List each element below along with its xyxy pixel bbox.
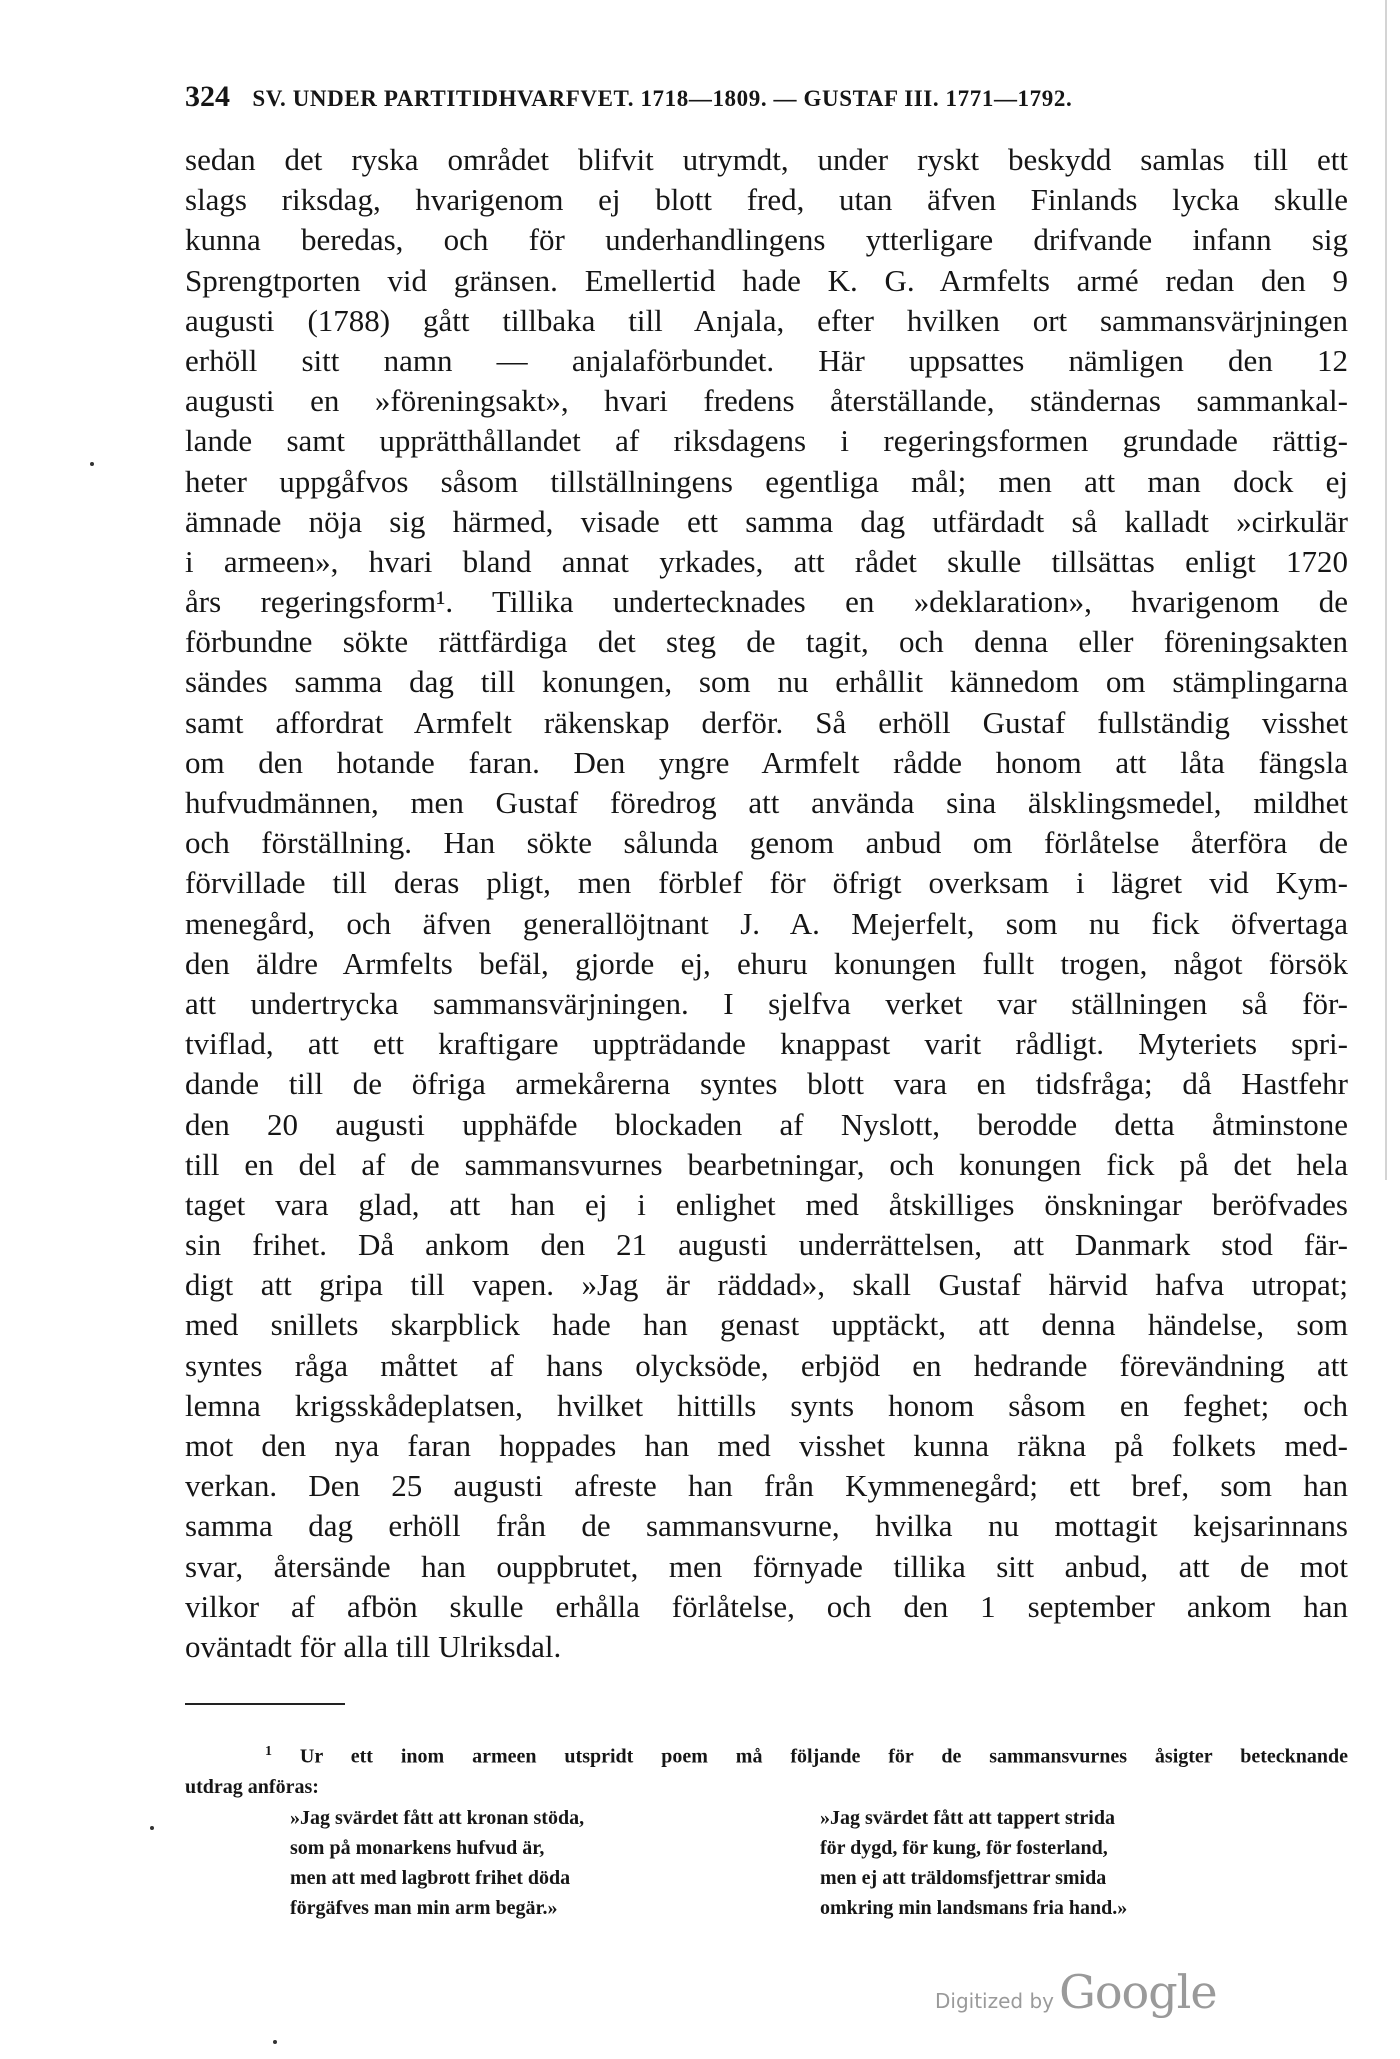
footnote <box>185 1737 1348 1802</box>
text-line: digt att gripa till vapen. »Jag är räddad», skall Gustaf härvid hafva utropat; <box>185 1267 1348 1303</box>
footnote-marker: 1 <box>265 1744 272 1759</box>
text-line: till en del af de sammansvurnes bearbetningar, och konungen fick på det hela <box>185 1146 1348 1182</box>
text-line: och förställning. Han sökte sålunda genom anbud om förlåtelse återföra de <box>185 825 1348 861</box>
body-text <box>185 140 1348 1667</box>
text-line: förbundne sökte rättfärdiga det steg de tagit, och denna eller föreningsakten <box>185 624 1348 660</box>
footnote-line-2: utdrag anföras: <box>185 1775 319 1798</box>
text-line: slags riksdag, hvarigenom ej blott fred, utan äfven Finlands lycka skulle <box>185 182 1348 218</box>
text-line: augusti en »föreningsakt», hvari fredens återställande, ständernas sammankal- <box>185 383 1348 419</box>
text-line: sin frihet. Då ankom den 21 augusti underrättelsen, att Danmark stod fär- <box>185 1227 1348 1263</box>
text-line: med snillets skarpblick hade han genast upptäckt, att denna händelse, som <box>185 1307 1348 1343</box>
scan-speck <box>150 1826 154 1830</box>
verse-line: »Jag svärdet fått att kronan stöda, <box>290 1807 585 1829</box>
text-line: kunna beredas, och för underhandlingens ytterligare drifvande infann sig <box>185 222 1348 258</box>
text-line: i armeen», hvari bland annat yrkades, att rådet skulle tillsättas enligt 1720 <box>185 543 1348 579</box>
text-line: den äldre Armfelts befäl, gjorde ej, ehuru konungen fullt trogen, något försök <box>185 945 1348 981</box>
text-line: ämnade nöja sig härmed, visade ett samma dag utfärdadt så kalladt »cirkulär <box>185 503 1348 539</box>
text-line: sändes samma dag till konungen, som nu erhållit kännedom om stämplingarna <box>185 664 1348 700</box>
text-line: års regeringsform¹. Tillika undertecknades en »deklaration», hvarigenom de <box>185 584 1348 620</box>
text-line: svar, återsände han ouppbrutet, men förnyade tillika sitt anbud, att de mot <box>185 1548 1348 1584</box>
text-line: heter uppgåfvos såsom tillställningens egentliga mål; men att man dock ej <box>185 463 1348 499</box>
watermark-prefix: Digitized by <box>935 1989 1054 2013</box>
poem-verse-right <box>820 1803 1280 1923</box>
poem-verse-left <box>290 1803 750 1923</box>
text-line: förvillade till deras pligt, men förblef för öfrigt overksam i lägret vid Kym- <box>185 865 1348 901</box>
text-line: att undertrycka sammansvärjningen. I sjelfva verket var ställningen så för- <box>185 985 1348 1021</box>
verse-line: för dygd, för kung, för fosterland, <box>820 1837 1108 1859</box>
text-line: tviflad, att ett kraftigare uppträdande knappast varit rådligt. Myteriets spri- <box>185 1026 1348 1062</box>
verse-line: men ej att träldomsfjettrar smida <box>820 1867 1107 1889</box>
footnote-line-1 <box>185 1737 1348 1772</box>
verse-line: förgäfves man min arm begär.» <box>290 1897 558 1919</box>
text-line: oväntadt för alla till Ulriksdal. <box>185 1628 562 1664</box>
verse-line: omkring min landsmans fria hand.» <box>820 1897 1128 1919</box>
page-edge-line <box>1385 0 1387 1180</box>
text-line: dande till de öfriga armekårerna syntes blott vara en tidsfråga; då Hastfehr <box>185 1066 1348 1102</box>
verse-line: som på monarkens hufvud är, <box>290 1837 545 1859</box>
text-line: lemna krigsskådeplatsen, hvilket hittills synts honom såsom en feghet; och <box>185 1387 1348 1423</box>
text-line: vilkor af afbön skulle erhålla förlåtelse, och den 1 september ankom han <box>185 1588 1348 1624</box>
text-line: lande samt upprätthållandet af riksdagens i regeringsformen grundade rättig- <box>185 423 1348 459</box>
footnote-text-1: Ur ett inom armeen utspridt poem må följande för de sammansvurnes åsigter betecknande <box>299 1745 1349 1768</box>
running-title: SV. UNDER PARTITIDHVARFVET. 1718—1809. — GUSTAF III. 1771—1792. <box>252 86 1073 111</box>
page-number: 324 <box>185 80 230 113</box>
text-line: samt affordrat Armfelt räkenskap derför. Så erhöll Gustaf fullständig visshet <box>185 704 1348 740</box>
text-line: hufvudmännen, men Gustaf föredrog att använda sina älsklingsmedel, mildhet <box>185 785 1348 820</box>
text-line: verkan. Den 25 augusti afreste han från Kymmenegård; ett bref, som han <box>185 1468 1348 1504</box>
text-line: taget vara glad, att han ej i enlighet med åtskilliges önskningar beröfvades <box>185 1186 1348 1222</box>
google-watermark <box>935 1965 1217 2019</box>
running-header <box>185 80 1285 116</box>
google-logo: Google <box>1059 1965 1217 2019</box>
text-line: mot den nya faran hoppades han med visshet kunna räkna på folkets med- <box>185 1428 1348 1463</box>
text-line: syntes råga måttet af hans olycksöde, erbjöd en hedrande förevändning att <box>185 1347 1348 1383</box>
verse-line: »Jag svärdet fått att tappert strida <box>820 1807 1115 1829</box>
text-line: den 20 augusti upphäfde blockaden af Nyslott, berodde detta åtminstone <box>185 1106 1348 1142</box>
text-line: augusti (1788) gått tillbaka till Anjala, efter hvilken ort sammansvärjningen <box>185 302 1348 338</box>
verse-line: men att med lagbrott frihet döda <box>290 1867 571 1889</box>
text-line: om den hotande faran. Den yngre Armfelt rådde honom att låta fängsla <box>185 744 1348 780</box>
scan-speck <box>273 2040 277 2044</box>
text-line: Sprengtporten vid gränsen. Emellertid hade K. G. Armfelts armé redan den 9 <box>185 262 1348 298</box>
footnote-rule <box>185 1703 345 1705</box>
text-line: menegård, och äfven generallöjtnant J. A. Mejerfelt, som nu fick öfvertaga <box>185 905 1348 941</box>
scan-speck <box>90 462 94 466</box>
text-line: sedan det ryska området blifvit utrymdt, under ryskt beskydd samlas till ett <box>185 142 1348 177</box>
text-line: erhöll sitt namn — anjalaförbundet. Här uppsattes nämligen den 12 <box>185 342 1348 378</box>
text-line: samma dag erhöll från de sammansvurne, hvilka nu mottagit kejsarinnans <box>185 1508 1348 1544</box>
